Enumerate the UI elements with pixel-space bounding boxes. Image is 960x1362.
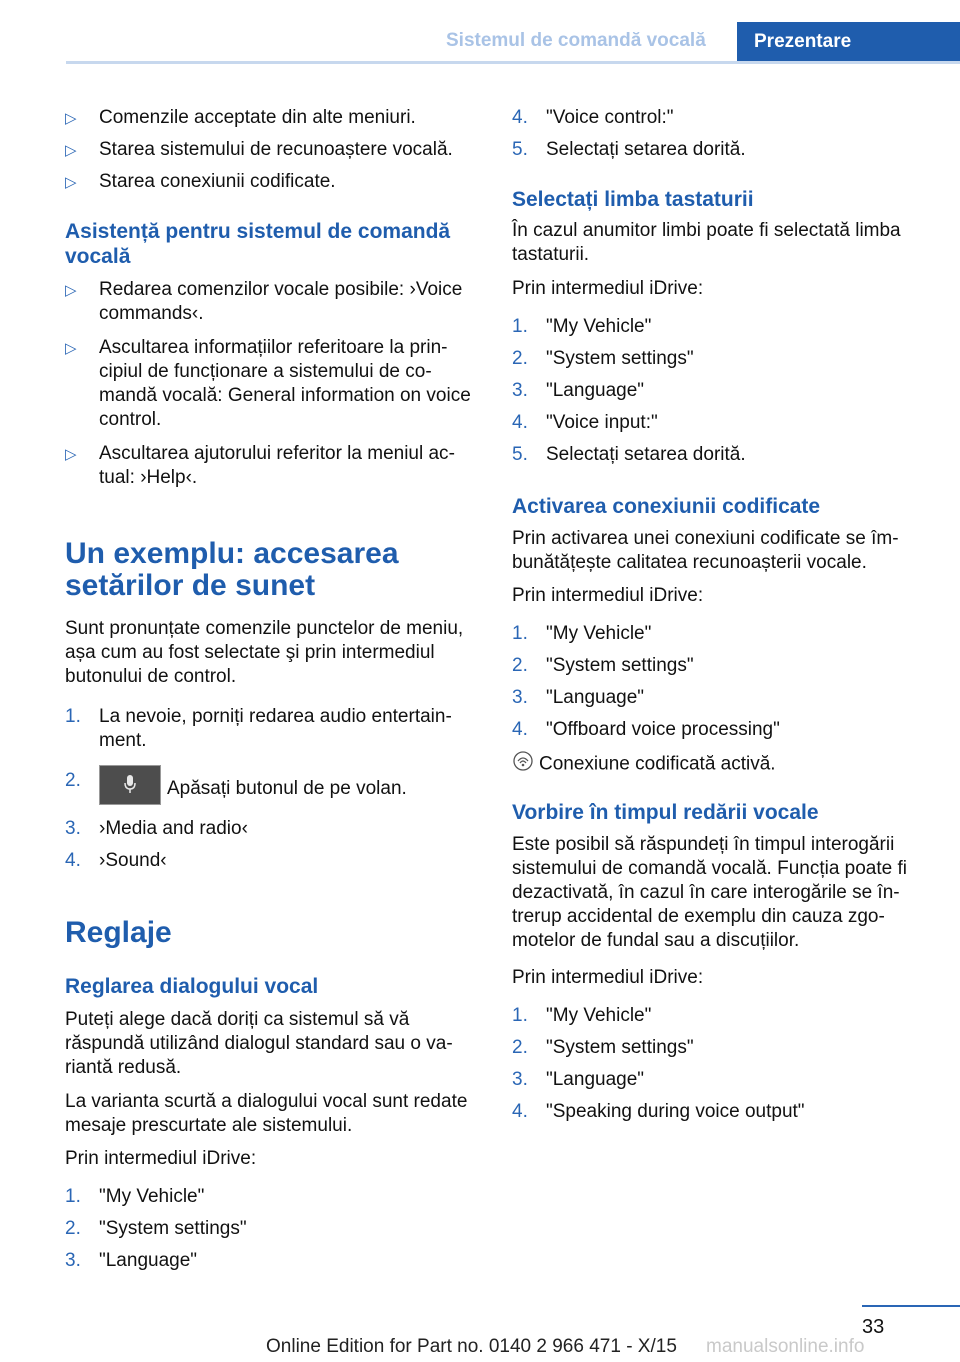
list-item: ▷ Ascultarea informațiilor referitoare la principiul de funcționare a sistemului de comandă vocală: General information on voice control.: [65, 337, 471, 430]
list-item: ▷ Starea sistemului de recunoaștere vocală.: [65, 138, 479, 162]
list-item: 4. "Speaking during voice output": [512, 1101, 805, 1122]
keyboard-steps: [512, 315, 926, 467]
example-steps: [65, 705, 479, 873]
list-item: 5. Selectați setarea dorită.: [512, 444, 746, 465]
status-bullet-list: [65, 106, 479, 194]
paragraph: Sunt pronunțate comenzile punctelor de meniu, așa cum au fost selectate şi prin intermediul butonului de control.: [65, 618, 464, 687]
list-item: 3. ›Media and radio‹: [65, 818, 248, 839]
paragraph: Prin activarea unei conexiuni codificate se îmbunătățește calitatea recunoașterii vocale.: [512, 528, 899, 573]
list-item: 2. "System settings": [512, 1037, 694, 1058]
paragraph: Prin intermediul iDrive:: [65, 1148, 257, 1169]
list-item: 2. "System settings": [512, 655, 694, 676]
microphone-icon: [124, 775, 136, 793]
list-item: 4. "Offboard voice processing": [512, 719, 780, 740]
triangle-bullet-icon: ▷: [65, 174, 77, 191]
watermark: manualsonline.info: [706, 1336, 865, 1357]
encrypted-status-line: Conexiune codificată activă.: [512, 750, 926, 779]
list-item: ▷ Comenzile acceptate din alte meniuri.: [65, 106, 479, 130]
section-heading: Selectați limba tastaturii: [512, 188, 754, 211]
list-item: 3. "Language": [65, 1250, 198, 1271]
list-item: 2. "System settings": [512, 348, 694, 369]
triangle-bullet-icon: ▷: [65, 282, 77, 299]
dialog-steps-continued: [512, 106, 926, 162]
list-item: 4. "Voice control:": [512, 107, 674, 128]
paragraph: La varianta scurtă a dialogului vocal sunt redate mesaje prescurtate ale sistemului.: [65, 1091, 468, 1136]
assist-bullet-list: [65, 278, 479, 490]
speaking-steps: [512, 1004, 926, 1124]
list-item: 4. "Voice input:": [512, 412, 658, 433]
paragraph: Prin intermediul iDrive:: [512, 585, 704, 606]
dialog-steps: [65, 1185, 479, 1273]
page-number: 33: [862, 1316, 885, 1338]
list-item: 5. Selectați setarea dorită.: [512, 139, 746, 160]
list-item: ▷ Ascultarea ajutorului referitor la meniul actual: ›Help‹.: [65, 443, 455, 488]
paragraph: Este posibil să răspundeți în timpul interogării sistemului de comandă vocală. Funcția poate fi dezactivată, în cazul în care interogările se întrerup accidental de exemplu din cauza zgomotelor de fundal sau a discuțiilor.: [512, 834, 907, 951]
chapter-heading: Reglaje: [65, 916, 172, 949]
list-item: 1. "My Vehicle": [512, 316, 652, 337]
paragraph: Prin intermediul iDrive:: [512, 278, 704, 299]
list-item: 1. "My Vehicle": [512, 1005, 652, 1026]
list-item: ▷ Starea conexiunii codificate.: [65, 170, 479, 194]
page-number-rule: [862, 1305, 960, 1307]
voice-button-image: [99, 765, 161, 805]
section-heading: Vorbire în timpul redării vocale: [512, 801, 819, 824]
section-heading: Activarea conexiunii codificate: [512, 495, 821, 518]
edition-footer: Online Edition for Part no. 0140 2 966 471 - X/15: [266, 1336, 677, 1357]
list-item: 3. "Language": [512, 687, 645, 708]
paragraph: Puteți alege dacă doriți ca sistemul să vă răspundă utilizând dialogul standard sau o variantă redusă.: [65, 1009, 453, 1078]
list-item: 3. "Language": [512, 380, 645, 401]
encryption-steps: [512, 622, 926, 742]
triangle-bullet-icon: ▷: [65, 110, 77, 127]
list-item: ▷ Redarea comenzilor vocale posibile: ›Voice commands‹.: [65, 279, 463, 324]
header-divider: [66, 61, 960, 64]
paragraph: În cazul anumitor limbi poate fi selectată limba tastaturii.: [512, 220, 901, 265]
running-header-tab: Prezentare: [737, 22, 960, 64]
list-item: 1. "My Vehicle": [512, 623, 652, 644]
paragraph: Prin intermediul iDrive:: [512, 967, 704, 988]
triangle-bullet-icon: ▷: [65, 340, 77, 357]
list-item: 4. ›Sound‹: [65, 850, 167, 871]
list-item: 2. "System settings": [65, 1218, 247, 1239]
encrypted-connection-icon: [512, 750, 534, 779]
list-item: 3. "Language": [512, 1069, 645, 1090]
section-heading: Asistență pentru sistemul de comandă vocală: [65, 220, 451, 268]
chapter-heading: Un exemplu: accesarea setărilor de sunet: [65, 537, 399, 602]
list-item: 2. Apăsați butonul de pe volan.: [65, 769, 479, 809]
section-heading: Reglarea dialogului vocal: [65, 975, 319, 998]
list-item: 1. La nevoie, porniți redarea audio entertainment.: [65, 706, 452, 751]
list-item: 1. "My Vehicle": [65, 1186, 205, 1207]
triangle-bullet-icon: ▷: [65, 446, 77, 463]
triangle-bullet-icon: ▷: [65, 142, 77, 159]
running-header-section: Sistemul de comandă vocală: [446, 30, 706, 51]
